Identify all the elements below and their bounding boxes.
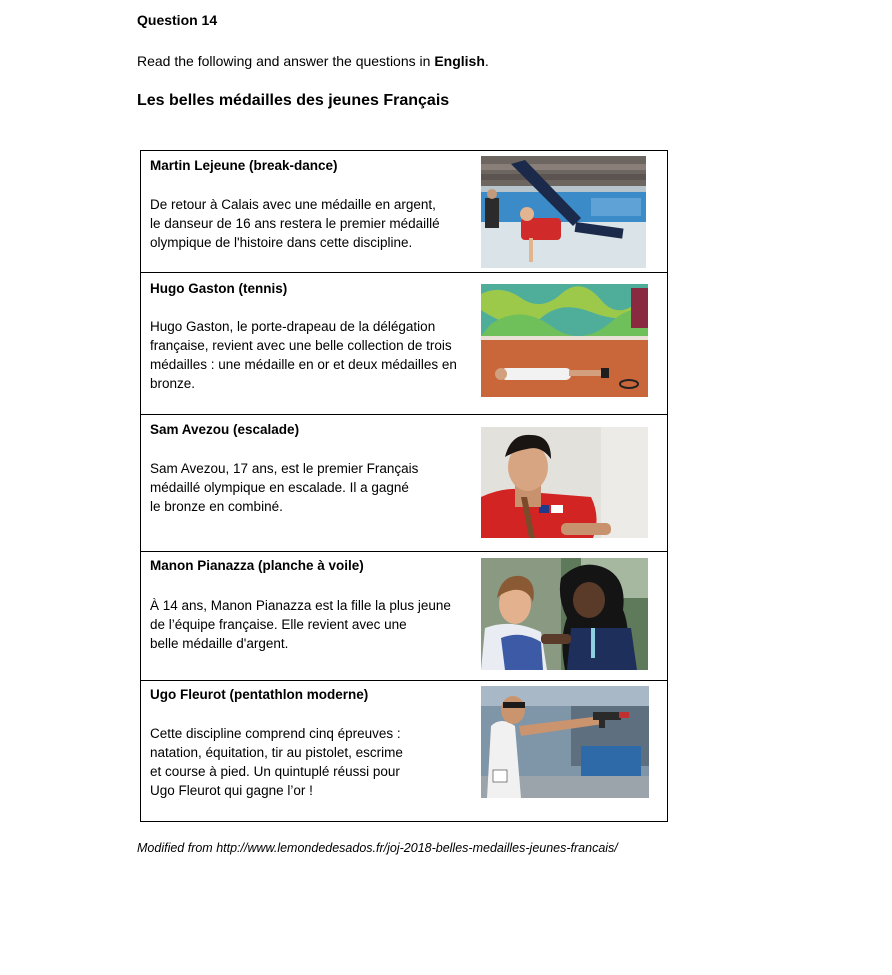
description-line: et course à pied. Un quintuplé réussi pour [150,764,400,779]
description-line: de l’équipe française. Elle revient avec une [150,617,407,632]
description-line: Hugo Gaston, le porte-drapeau de la délégation [150,319,436,334]
description-line: Sam Avezou, 17 ans, est le premier Français [150,461,419,476]
windsurfer-hug-photo-icon [481,558,648,670]
description-line: natation, équitation, tir au pistolet, escrime [150,745,403,760]
description-line: De retour à Calais avec une médaille en argent, [150,197,436,212]
source-citation: Modified from http://www.lemondedesados.fr/joj-2018-belles-medailles-jeunes-francais/ [137,841,618,855]
question-label: Question 14 [137,12,218,28]
description-line: le bronze en combiné. [150,499,283,514]
athlete-name: Martin Lejeune (break-dance) [150,158,338,173]
instruction-prefix: Read the following and answer the questions in [137,53,435,69]
tennis-player-photo-icon [481,284,648,397]
instruction-emphasis: English [434,53,485,69]
climber-portrait-photo-icon [481,427,648,538]
description-line: À 14 ans, Manon Pianazza est la fille la plus jeune [150,598,451,613]
athlete-name: Ugo Fleurot (pentathlon moderne) [150,687,369,702]
athlete-name: Sam Avezou (escalade) [150,422,300,437]
athlete-description [150,459,475,516]
document-title: Les belles médailles des jeunes Français [137,92,450,109]
description-line: olympique de l'histoire dans cette discipline. [150,235,413,250]
description-line: Ugo Fleurot qui gagne l’or ! [150,783,313,798]
instruction-suffix: . [484,53,489,69]
athlete-description [150,724,475,800]
description-line: bronze. [150,376,196,391]
table-row [141,552,667,681]
table-row [141,681,667,823]
pistol-shooter-photo-icon [481,686,649,798]
athlete-name: Hugo Gaston (tennis) [150,281,288,296]
athlete-name: Manon Pianazza (planche à voile) [150,558,364,573]
description-line: médaillé olympique en escalade. Il a gagné [150,480,409,495]
description-line: française, revient avec une belle collection de trois [150,338,452,353]
athlete-description [150,596,475,653]
table-row [141,273,667,415]
description-line: médailles : une médaille en or et deux médailles en [150,357,457,372]
athlete-description [150,317,475,393]
table-row [141,415,667,552]
athlete-description [150,195,475,252]
description-line: belle médaille d'argent. [150,636,289,651]
medal-table [140,150,668,822]
instruction [137,53,489,69]
description-line: le danseur de 16 ans restera le premier médaillé [150,216,440,231]
description-line: Cette discipline comprend cinq épreuves : [150,726,401,741]
breakdancer-photo-icon [481,156,646,268]
table-row [141,151,667,273]
